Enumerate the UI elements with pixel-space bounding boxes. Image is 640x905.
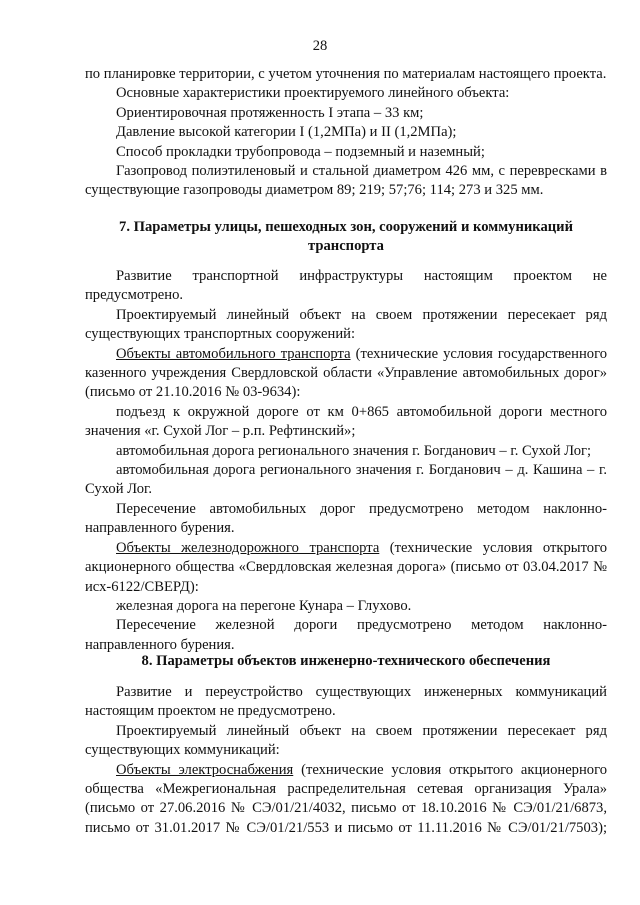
section-7-heading: 7. Параметры улицы, пешеходных зон, сооружений и коммуникаций транспорта (119, 219, 573, 255)
intro-paragraph: Ориентировочная протяженность I этапа – 33 км; (116, 104, 424, 121)
road-item: автомобильная дорога регионального значения г. Богданович – д. Кашина – г. Сухой Лог. (85, 462, 607, 498)
section-8-paragraph: Развитие и переустройство существующих инженерных коммуникаций настоящим проектом не предусмотрено. (85, 684, 607, 720)
auto-transport-label: Объекты автомобильного транспорта (116, 345, 351, 362)
road-item: подъезд к окружной дороге от км 0+865 автомобильной дороги местного значения «г. Сухой Лог – р.п. Рефтинский»; (85, 403, 607, 440)
section-7-paragraph: Проектируемый линейный объект на своем протяжении пересекает ряд существующих транспортных сооружений: (85, 306, 607, 343)
page-number: 28 (312, 38, 328, 54)
intro-paragraph: Давление высокой категории I (1,2МПа) и II (1,2МПа); (116, 124, 457, 141)
auto-crossing-paragraph: Пересечение автомобильных дорог предусмотрено методом наклонно-направленного бурения. (85, 500, 607, 537)
section-8-body (85, 683, 607, 838)
rail-transport-paragraph (85, 539, 607, 597)
intro-block (85, 65, 607, 201)
road-item: автомобильная дорога регионального значения г. Богданович – г. Сухой Лог; (116, 442, 592, 459)
intro-paragraph: Способ прокладки трубопровода – подземный и наземный; (116, 143, 485, 160)
rail-crossing-paragraph: Пересечение железной дороги предусмотрено методом наклонно-направленного бурения. (85, 617, 607, 653)
power-supply-paragraph (85, 761, 607, 839)
auto-transport-text: (технические условия государственного казенного учреждения Свердловской области «Управление автомобильных дорог» (письмо от 21.10.2016 № 03-9634): (85, 345, 607, 401)
section-7-body (85, 267, 607, 655)
rail-transport-text: (технические условия открытого акционерного общества «Свердловская железная дорога» (письмо от 03.04.2017 № исх-6122/СВЕРД): (85, 539, 608, 595)
section-8-paragraph: Проектируемый линейный объект на своем протяжении пересекает ряд существующих коммуникаций: (85, 722, 607, 759)
intro-paragraph: Основные характеристики проектируемого линейного объекта: (116, 85, 510, 102)
auto-transport-paragraph (85, 345, 607, 403)
intro-paragraph: Газопровод полиэтиленовый и стальной диаметром 426 мм, с перевресками в существующие газопроводы диаметром 89; 219; 57;76; 114; 273 и 325 мм. (85, 163, 607, 199)
rail-item: железная дорога на перегоне Кунара – Глухово. (116, 597, 412, 614)
section-8-heading: 8. Параметры объектов инженерно-технического обеспечения (141, 653, 551, 669)
power-supply-label: Объекты электроснабжения (116, 761, 294, 778)
power-supply-text: (технические условия открытого акционерного общества «Межрегиональная распределительная сетевая организация Урала» (письмо от 27.06.2016 № СЭ/01/21/4032, письмо от 18.10.2016 № СЭ/01/21/6873, письмо от 31.01.2017 № СЭ/01/21/553 и письмо от 11.11.2016 № СЭ/01/21/7503); (85, 761, 607, 836)
section-7-paragraph: Развитие транспортной инфраструктуры настоящим проектом не предусмотрено. (85, 268, 607, 304)
rail-transport-label: Объекты железнодорожного транспорта (116, 539, 380, 556)
intro-paragraph: по планировке территории, с учетом уточнения по материалам настоящего проекта. (85, 66, 607, 82)
